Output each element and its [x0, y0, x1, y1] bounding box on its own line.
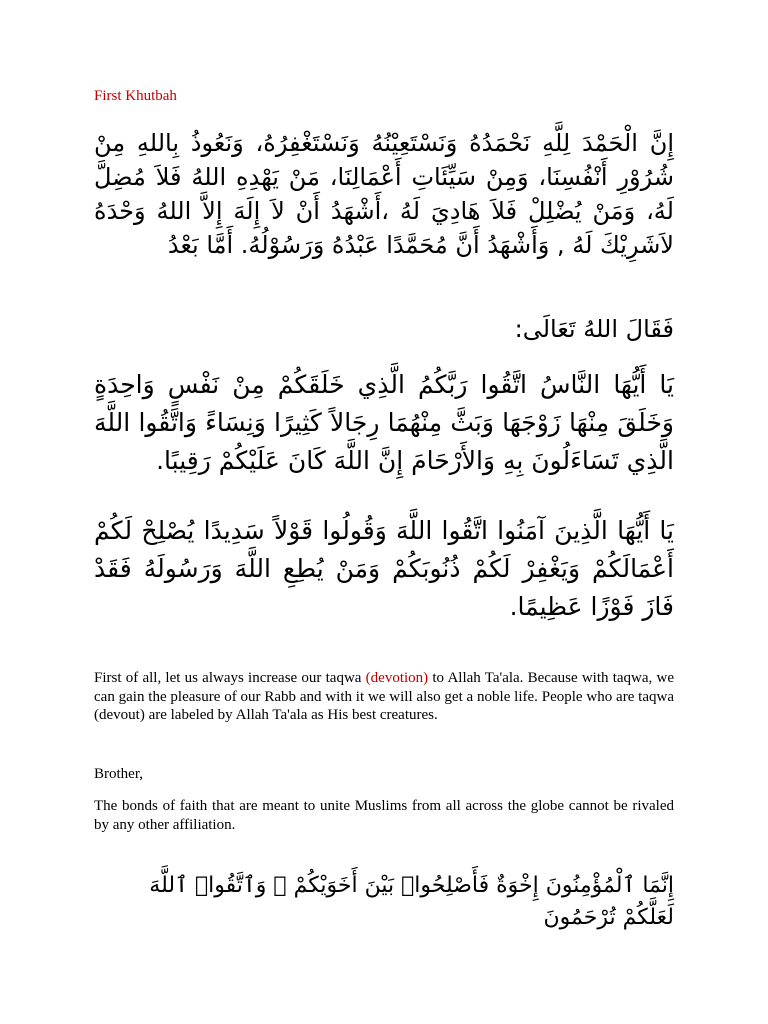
khutbah-heading: First Khutbah — [94, 88, 177, 104]
arabic-verse-ahzab: يَا أَيُّهَا الَّذِينَ آمَنُوا اتَّقُوا اللَّهَ وَقُولُوا قَوْلاً سَدِيدًا يُصْلِحْ لَكُمْ أَعْمَالَكُمْ وَيَغْفِرْ لَكُمْ ذُنُوبَكُمْ وَمَنْ يُطِعِ اللَّهَ وَرَسُولَهُ فَقَدْ فَازَ فَوْزًا عَظِيمًا. — [94, 516, 674, 621]
english-brother: Brother, — [94, 766, 143, 782]
devotion-highlight: (devotion) — [365, 670, 429, 686]
taqwa-text-end: to Allah Ta'ala. Because with taqwa, we can gain the pleasure of our Rabb and with it we will also get a noble life. People who are taqwa (devout) are labeled by Allah Ta'ala as His best creatures. — [94, 670, 674, 723]
arabic-qala: فَقَالَ اللهُ تَعَالَى: — [514, 315, 674, 343]
english-paragraph-bonds: The bonds of faith that are meant to unite Muslims from all across the globe cannot be rivaled by any other affiliation. — [94, 798, 674, 833]
english-paragraph-taqwa — [94, 669, 674, 725]
arabic-opening: إِنَّ الْحَمْدَ لِلَّهِ نَحْمَدُهُ وَنَسْتَعِيْنُهُ وَنَسْتَغْفِرُهُ، وَنَعُوذُ بِاللهِ مِنْ شُرُوْرِ أَنْفُسِنَا، وَمِنْ سَيِّئَاتِ أَعْمَالِنَا، مَنْ يَهْدِهِ اللهُ فَلاَ مُضِلَّ لَهُ، وَمَنْ يُضْلِلْ فَلاَ هَادِيَ لَهُ ،أَشْهَدُ أَنْ لاَ إِلَهَ إِلاَّ اللهُ وَحْدَهُ لاَشَرِيْكَ لَهُ , وَأَشْهَدُ أَنَّ مُحَمَّدًا عَبْدُهُ وَرَسُوْلُهُ. أَمَّا بَعْدُ — [94, 129, 674, 259]
arabic-verse-nisa: يَا أَيُّهَا النَّاسُ اتَّقُوا رَبَّكُمُ الَّذِي خَلَقَكُمْ مِنْ نَفْسٍ وَاحِدَةٍ وَخَلَقَ مِنْهَا زَوْجَهَا وَبَثَّ مِنْهُمَا رِجَالاً كَثِيرًا وَنِسَاءً وَاتَّقُوا اللَّهَ الَّذِي تَسَاءَلُونَ بِهِ وَالأَرْحَامَ إِنَّ اللَّهَ كَانَ عَلَيْكُمْ رَقِيبًا. — [94, 370, 674, 475]
taqwa-text-start: First of all, let us always increase our taqwa — [94, 670, 366, 686]
arabic-verse-hujurat: إِنَّمَا ٱلْمُؤْمِنُونَ إِخْوَةٌ فَأَصْلِحُوا۟ بَيْنَ أَخَوَيْكُمْ ۚ وَٱتَّقُوا۟ ٱللَّهَ لَعَلَّكُمْ تُرْحَمُونَ — [149, 873, 674, 930]
